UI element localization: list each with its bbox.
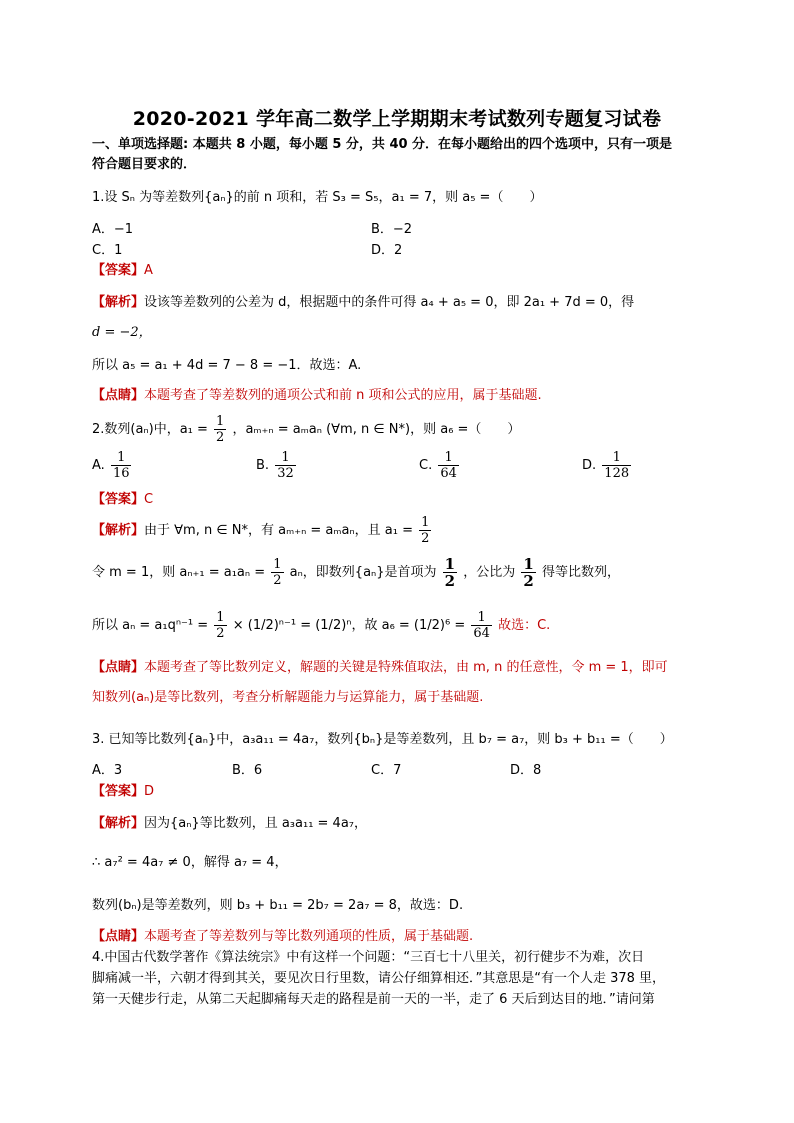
fraction-numerator: 1: [612, 450, 621, 465]
answer-label: 【答案】: [92, 492, 145, 507]
fraction-numerator: 1: [117, 450, 126, 465]
q1-answer-value: A: [144, 263, 153, 278]
q2-analysis-text3b: × (1/2)ⁿ⁻¹ = (1/2)ⁿ，故 a₆ = (1/2)⁶ =: [232, 618, 466, 633]
q2-analysis-fraction-bold: [521, 556, 535, 589]
fraction-denominator: 2: [216, 626, 225, 641]
analysis-label: 【解析】: [92, 816, 145, 831]
fraction-denominator: 64: [440, 466, 457, 481]
fraction-denominator: 2: [444, 572, 456, 590]
q2-answer-value: C: [144, 492, 154, 507]
option-fraction: [275, 450, 296, 481]
option-label: C.: [419, 458, 433, 473]
fraction-denominator: 32: [277, 466, 294, 481]
q2-stem-fraction: [214, 414, 226, 445]
q3-analysis-line2: ∴ a₇² = 4a₇ ≠ 0，解得 a₇ = 4，: [92, 855, 288, 870]
q3-analysis-text1: 因为{aₙ}等比数列，且 a₃a₁₁ = 4a₇，: [144, 816, 368, 831]
q1-analysis-line2: d = −2，: [92, 325, 152, 340]
q2-stem: [92, 414, 702, 445]
q3-analysis-line3: 数列(bₙ)是等差数列，则 b₃ + b₁₁ = 2b₇ = 2a₇ = 8，故选：D.: [92, 898, 464, 913]
fraction-numerator: 1: [281, 450, 290, 465]
option-label: A.: [92, 458, 105, 473]
fraction-denominator: 2: [273, 573, 282, 588]
q2-analysis-fraction: [214, 610, 226, 641]
fraction-denominator: 128: [604, 466, 630, 481]
q1-analysis-text1: 设该等差数列的公差为 d，根据题中的条件可得 a₄ + a₅ = 0，即 2a₁ + 7d = 0，得: [144, 295, 635, 310]
q3-option-a: A．3: [92, 763, 123, 778]
q1-option-b: B．−2: [371, 222, 413, 237]
q2-stem-post: ，aₘ₊ₙ = aₘaₙ (∀m, n ∈ N*)，则 a₆ =（ ）: [232, 422, 521, 437]
q4-line1: 4.中国古代数学著作《算法统宗》中有这样一个问题：“三百七十八里关，初行健步不为难，次日: [92, 950, 645, 965]
fraction-numerator: 1: [216, 414, 225, 429]
q2-analysis-text2c: ，公比为: [463, 565, 516, 580]
q2-analysis-fraction-result: [471, 610, 492, 641]
q3-option-b: B．6: [232, 763, 263, 778]
fraction-denominator: 2: [523, 572, 534, 590]
comment-label: 【点睛】: [92, 929, 145, 944]
analysis-label: 【解析】: [92, 523, 145, 538]
q2-analysis-text1: 由于 ∀m, n ∈ N*，有 aₘ₊ₙ = aₘaₙ，且 a₁ =: [144, 523, 413, 538]
q2-analysis-fraction: [271, 557, 283, 588]
q1-comment-text: 本题考查了等差数列的通项公式和前 n 项和公式的应用，属于基础题.: [144, 388, 542, 403]
q2-option-c: [419, 450, 461, 481]
fraction-numerator: 1: [444, 555, 456, 573]
comment-label: 【点睛】: [92, 660, 145, 675]
q3-comment: [92, 928, 702, 946]
q2-analysis-text3: 所以 aₙ = a₁qⁿ⁻¹ =: [92, 618, 209, 633]
q1-option-d: D．2: [371, 243, 403, 258]
option-label: B.: [256, 458, 270, 473]
q3-answer: [92, 783, 702, 801]
q1-analysis-line3: 所以 a₅ = a₁ + 4d = 7 − 8 = −1．故选：A.: [92, 358, 362, 373]
q4-line3: 第一天健步行走，从第二天起脚痛每天走的路程是前一天的一半，走了 6 天后到达目的地．”请问第: [92, 992, 655, 1007]
q1-comment: [92, 387, 702, 405]
fraction-numerator: 1: [523, 555, 534, 573]
q2-stem-pre: 2.数列(aₙ)中，a₁ =: [92, 422, 208, 437]
q1-answer: [92, 262, 702, 280]
q2-analysis-text2d: 得等比数列，: [541, 565, 620, 580]
q1-option-c: C．1: [92, 243, 123, 258]
q2-option-a: [92, 450, 133, 481]
page-title: 2020-2021 学年高二数学上学期期末考试数列专题复习试卷: [132, 108, 662, 130]
fraction-denominator: 2: [421, 531, 430, 546]
q2-comment-line2: 知数列(aₙ)是等比数列，考查分析解题能力与运算能力，属于基础题.: [92, 690, 484, 705]
q3-option-d: D．8: [510, 763, 542, 778]
q2-analysis-line3: [92, 610, 702, 641]
q2-analysis-text2: 令 m = 1，则 aₙ₊₁ = a₁aₙ =: [92, 565, 266, 580]
q2-analysis-text2b: aₙ，即数列{aₙ}是首项为: [289, 565, 437, 580]
answer-label: 【答案】: [92, 784, 145, 799]
q1-stem: 1.设 Sₙ 为等差数列{aₙ}的前 n 项和，若 S₃ = S₅，a₁ = 7，则 a₅ =（ ）: [92, 190, 543, 205]
q2-analysis-fraction: [419, 515, 431, 546]
fraction-denominator: 64: [473, 626, 490, 641]
fraction-numerator: 1: [421, 515, 430, 530]
q3-analysis-line1: [92, 815, 702, 833]
q2-analysis-line1: [92, 515, 702, 546]
fraction-denominator: 2: [216, 430, 225, 445]
option-fraction: [111, 450, 132, 481]
q2-comment-line1: [92, 659, 702, 677]
q2-answer: [92, 491, 702, 509]
fraction-numerator: 1: [444, 450, 453, 465]
comment-label: 【点睛】: [92, 388, 145, 403]
q2-option-d: [582, 450, 633, 481]
q4-line2: 脚痛减一半，六朝才得到其关，要见次日行里数，请公仔细算相还．”其意思是“有一个人走 378 里，: [92, 971, 666, 986]
q3-answer-value: D: [144, 784, 155, 799]
q2-analysis-line2: [92, 556, 702, 589]
fraction-numerator: 1: [273, 557, 282, 572]
q3-option-c: C．7: [371, 763, 402, 778]
fraction-numerator: 1: [477, 610, 486, 625]
section-heading-line2: 符合题目要求的．: [92, 157, 197, 172]
q1-option-a: A．−1: [92, 222, 134, 237]
q3-stem: 3. 已知等比数列{aₙ}中，a₃a₁₁ = 4a₇，数列{bₙ}是等差数列，且 b₇ = a₇，则 b₃ + b₁₁ =（ ）: [92, 732, 673, 747]
fraction-denominator: 16: [112, 466, 130, 481]
q1-analysis-line1: [92, 294, 702, 312]
answer-label: 【答案】: [92, 263, 145, 278]
fraction-numerator: 1: [216, 610, 225, 625]
section-heading-line1: 一、单项选择题: 本题共 8 小题，每小题 5 分，共 40 分．在每小题给出的四个选项中，只有一项是: [92, 137, 673, 152]
q2-option-b: [256, 450, 298, 481]
q2-comment-text1: 本题考查了等比数列定义，解题的关键是特殊值取法，由 m, n 的任意性，令 m = 1，即可: [144, 660, 668, 675]
q3-comment-text: 本题考查了等差数列与等比数列通项的性质，属于基础题.: [144, 929, 474, 944]
option-fraction: [438, 450, 459, 481]
option-fraction: [602, 450, 631, 481]
q2-analysis-text3c: 故选：C.: [498, 618, 551, 633]
q2-analysis-fraction-bold: [443, 556, 457, 589]
option-label: D.: [582, 458, 597, 473]
analysis-label: 【解析】: [92, 295, 145, 310]
